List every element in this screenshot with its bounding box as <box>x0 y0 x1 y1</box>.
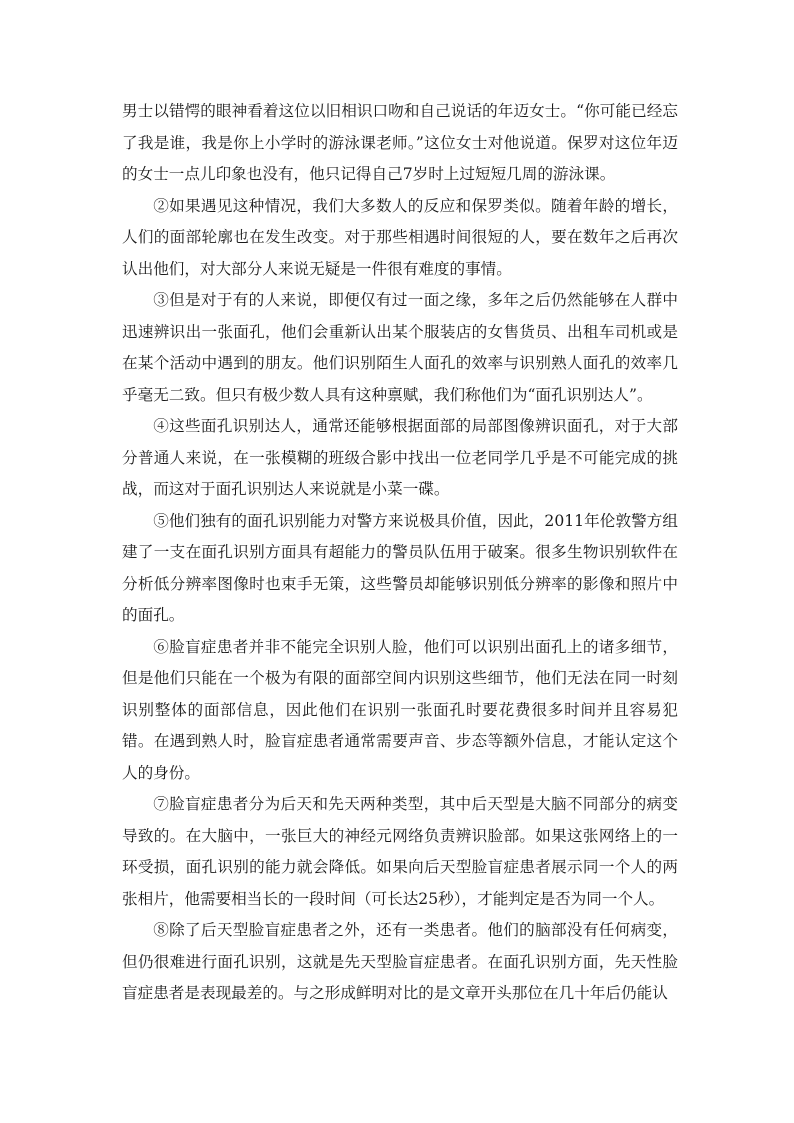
paragraph-3: ③但是对于有的人来说，即便仅有过一面之缘，多年之后仍然能够在人群中迅速辨识出一张面孔，他们会重新认出某个服装店的女售货员、出租车司机或是在某个活动中遇到的朋友。他们识别陌生人面孔的效率与识别熟人面孔的效率几乎毫无二致。但只有极少数人具有这种禀赋，我们称他们为“面孔识别达人”。 <box>122 291 678 404</box>
paragraph-6: ⑥脸盲症患者并非不能完全识别人脸，他们可以识别出面孔上的诸多细节，但是他们只能在一个极为有限的面部空间内识别这些细节，他们无法在同一时刻识别整体的面部信息，因此他们在识别一张面孔时要花费很多时间并且容易犯错。在遇到熟人时，脸盲症患者通常需要声音、步态等额外信息，才能认定这个人的身份。 <box>122 637 678 782</box>
article-body <box>122 96 678 1010</box>
paragraph-5: ⑤他们独有的面孔识别能力对警方来说极具价值，因此，2011年伦敦警方组建了一支在面孔识别方面具有超能力的警员队伍用于破案。很多生物识别软件在分析低分辨率图像时也束手无策，这些警员却能够识别低分辨率的影像和照片中的面孔。 <box>122 511 678 624</box>
paragraph-7: ⑦脸盲症患者分为后天和先天两种类型，其中后天型是大脑不同部分的病变导致的。在大脑中，一张巨大的神经元网络负责辨识脸部。如果这张网络上的一环受损，面孔识别的能力就会降低。如果向后天型脸盲症患者展示同一个人的两张相片，他需要相当长的一段时间（可长达25秒），才能判定是否为同一个人。 <box>122 795 678 908</box>
paragraph-4: ④这些面孔识别达人，通常还能够根据面部的局部图像辨识面孔，对于大部分普通人来说，在一张模糊的班级合影中找出一位老同学几乎是不可能完成的挑战，而这对于面孔识别达人来说就是小菜一碟。 <box>122 417 678 498</box>
paragraph-8: ⑧除了后天型脸盲症患者之外，还有一类患者。他们的脑部没有任何病变，但仍很难进行面孔识别，这就是先天型脸盲症患者。在面孔识别方面，先天性脸盲症患者是表现最差的。与之形成鲜明对比的是文章开头那位在几十年后仍能认 <box>122 921 678 1002</box>
paragraph-2: ②如果遇见这种情况，我们大多数人的反应和保罗类似。随着年龄的增长，人们的面部轮廓也在发生改变。对于那些相遇时间很短的人，要在数年之后再次认出他们，对大部分人来说无疑是一件很有难度的事情。 <box>122 196 678 278</box>
paragraph-1: 男士以错愕的眼神看着这位以旧相识口吻和自己说话的年迈女士。“你可能已经忘了我是谁，我是你上小学时的游泳课老师。”这位女士对他说道。保罗对这位年迈的女士一点儿印象也没有，他只记得自己7岁时上过短短几周的游泳课。 <box>122 102 678 183</box>
